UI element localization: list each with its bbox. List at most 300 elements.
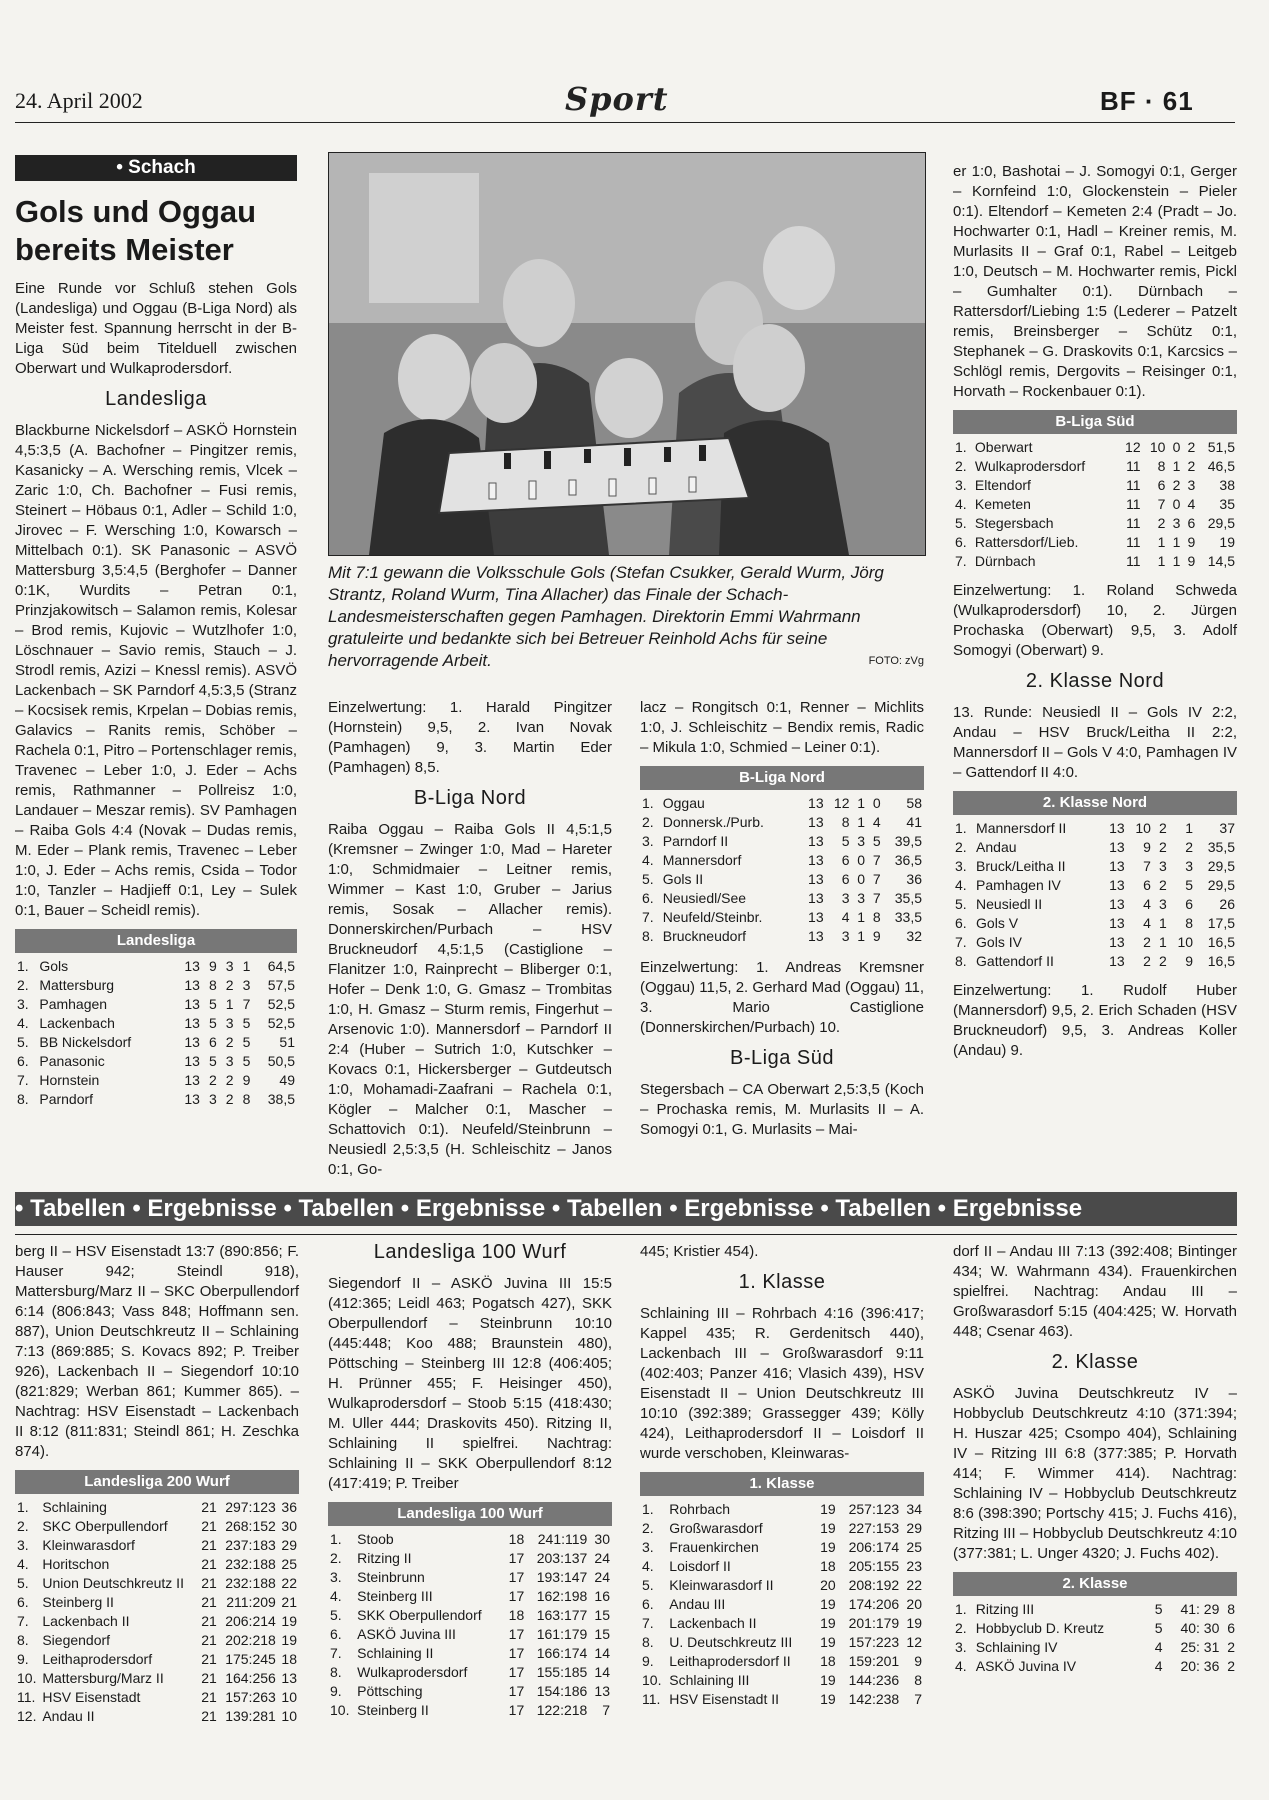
team-name-cell: Leithaprodersdorf II <box>669 1653 791 1669</box>
photo-credit: FOTO: zVg <box>868 655 924 667</box>
table-row <box>640 813 924 832</box>
team-name-cell: Hornstein <box>39 1072 100 1088</box>
table-row <box>15 995 297 1014</box>
table-cell: 2 <box>1158 953 1167 969</box>
table-cell: 8 <box>242 1091 251 1107</box>
table-cell: 41 <box>906 814 922 830</box>
table-cell: 9 <box>242 1072 251 1088</box>
table-cell: 5. <box>17 1575 29 1591</box>
table-cell: 18 <box>281 1651 297 1667</box>
kegeln-results-200: berg II – HSV Eisenstadt 13:7 (890:856; F. Hauser 942; Steindl 918), Mattersburg/Marz II – SKC Oberpullendorf 6:14 (806:843; Vass 848; Hoffmann sen. 887), Union Deutschkreutz II – Schlaining 7:13 (869:885; S. Kovacs 892; P. Treiber 926), Lackenbach II – Siegendorf 10:10 (821:829; Werban 861; Kummer 865). – Nachtrag: HSV Eisenstadt – Lackenbach II 8:12 (811:831; Steindl 861; H. Zeschka 874). <box>15 1243 299 1460</box>
team-name-cell: Pöttsching <box>357 1683 423 1699</box>
table-cell: 5 <box>208 1015 217 1031</box>
table-cell: 52,5 <box>267 1015 295 1031</box>
team-name-cell: Schlaining <box>42 1499 107 1515</box>
table-cell: 5 <box>242 1015 251 1031</box>
table-row <box>15 1555 299 1574</box>
table-row <box>640 1519 924 1538</box>
table-cell: 2. <box>955 1620 967 1636</box>
table-cell: 211:209 <box>226 1594 276 1610</box>
table-cell: 8 <box>872 909 881 925</box>
table-title-landesliga: Landesliga <box>15 929 297 953</box>
table-cell: 3 <box>225 958 234 974</box>
table-cell: 46,5 <box>1207 458 1235 474</box>
table-cell: 163:177 <box>536 1607 588 1623</box>
subheading-b-liga-sued: B-Liga Süd <box>730 1047 834 1069</box>
table-cell: 164:256 <box>225 1670 276 1686</box>
table-cell: 6 <box>1143 877 1151 893</box>
article-headline: Gols und Oggau bereits Meister <box>15 194 257 267</box>
table-cell: 22 <box>906 1577 922 1593</box>
table-cell: 20 <box>820 1577 836 1593</box>
table-row <box>640 832 924 851</box>
team-name-cell: Steinberg III <box>357 1588 433 1604</box>
table-row <box>15 1071 297 1090</box>
table-title-2-klasse: 2. Klasse <box>953 1572 1237 1596</box>
table-cell: 51 <box>279 1034 295 1050</box>
table-cell: 21 <box>201 1556 217 1572</box>
table-cell: 4 <box>1187 496 1196 512</box>
table-cell: 6 <box>841 852 850 868</box>
table-cell: 9 <box>1185 953 1194 969</box>
table-cell: 1 <box>857 795 866 811</box>
table-cell: 13 <box>184 1015 200 1031</box>
table-cell: 7. <box>955 553 967 569</box>
table-cell: 10 <box>1149 439 1166 455</box>
table-cell: 36 <box>281 1499 297 1515</box>
table-cell: 16 <box>594 1588 610 1604</box>
table-title-b-liga-sued: B-Liga Süd <box>953 410 1237 434</box>
table-row <box>953 857 1237 876</box>
table-cell: 1. <box>955 820 967 836</box>
table-cell: 7. <box>642 1615 654 1631</box>
table-row <box>953 457 1237 476</box>
table-row <box>328 1663 612 1682</box>
table-cell: 58 <box>906 795 922 811</box>
table-cell: 25 <box>906 1539 922 1555</box>
einzelwertung-landesliga: Einzelwertung: 1. Harald Pingitzer (Hornstein) 9,5, 2. Ivan Novak (Pamhagen) 9, 3. Martin Eder (Pamhagen) 8,5. <box>328 699 612 776</box>
table-cell: 7 <box>872 871 881 887</box>
table-cell: 35 <box>1219 496 1235 512</box>
header-rule <box>15 122 1235 123</box>
table-cell: 2 <box>1158 877 1167 893</box>
table-cell: 21 <box>201 1689 217 1705</box>
column-landesliga-200-wurf <box>15 1242 299 1726</box>
table-row <box>953 895 1237 914</box>
table-cell: 5 <box>242 1053 251 1069</box>
table-cell: 7 <box>872 852 881 868</box>
table-row <box>328 1530 612 1549</box>
table-cell: 3 <box>1158 858 1167 874</box>
team-name-cell: Neusiedl/See <box>662 890 747 906</box>
team-name-cell: Union Deutschkreutz II <box>42 1575 184 1591</box>
table-cell: 3. <box>955 1639 967 1655</box>
table-cell: 21 <box>201 1632 217 1648</box>
standings-table-200-wurf <box>15 1498 299 1726</box>
table-row <box>15 1517 299 1536</box>
table-cell: 17 <box>508 1645 525 1661</box>
table-cell: 10 <box>1177 934 1194 950</box>
kicker-schach: • Schach <box>15 155 297 181</box>
table-cell: 5 <box>1154 1620 1163 1636</box>
table-cell: 1. <box>17 1499 29 1515</box>
table-cell: 24 <box>594 1569 610 1585</box>
table-cell: 29 <box>281 1537 297 1553</box>
kegeln-results-lead: 445; Kristier 454). <box>640 1243 759 1260</box>
table-cell: 50,5 <box>267 1053 295 1069</box>
table-cell: 6 <box>1227 1620 1235 1636</box>
team-name-cell: Wulkaprodersdorf <box>974 458 1086 474</box>
team-name-cell: Steinberg II <box>357 1702 429 1718</box>
table-cell: 19 <box>820 1501 836 1517</box>
standings-table-landesliga <box>15 957 297 1109</box>
table-title-b-liga-nord: B-Liga Nord <box>640 766 924 790</box>
table-cell: 5 <box>242 1034 251 1050</box>
table-cell: 4 <box>1143 915 1151 931</box>
team-name-cell: Panasonic <box>39 1053 105 1069</box>
table-cell: 5. <box>330 1607 342 1623</box>
table-cell: 9 <box>208 958 217 974</box>
table-cell: 5 <box>208 1053 217 1069</box>
team-name-cell: Eltendorf <box>974 477 1031 493</box>
table-row <box>953 876 1237 895</box>
table-cell: 17 <box>508 1550 525 1566</box>
team-name-cell: Ritzing II <box>357 1550 412 1566</box>
table-cell: 16,5 <box>1207 953 1235 969</box>
table-cell: 232:188 <box>225 1556 276 1572</box>
table-cell: 1 <box>1185 820 1194 836</box>
subheading-b-liga-nord: B-Liga Nord <box>413 787 527 809</box>
table-cell: 6. <box>330 1626 342 1642</box>
table-cell: 21 <box>201 1708 217 1724</box>
team-name-cell: Kleinwarasdorf II <box>669 1577 774 1593</box>
table-cell: 3. <box>17 996 29 1012</box>
table-cell: 2 <box>1158 839 1167 855</box>
table-cell: 2. <box>330 1550 342 1566</box>
team-name-cell: BB Nickelsdorf <box>39 1034 132 1050</box>
table-cell: 122:218 <box>536 1702 588 1718</box>
table-cell: 21 <box>201 1651 217 1667</box>
table-cell: 18 <box>820 1558 836 1574</box>
2-klasse-nord-results: 13. Runde: Neusiedl II – Gols IV 2:2, Andau – HSV Bruck/Leitha II 2:2, Mannersdorf II – Gols V 4:0, Pamhagen IV – Gattendorf II 4:0. <box>953 704 1237 781</box>
table-cell: 13 <box>1109 915 1125 931</box>
team-name-cell: Lackenbach II <box>669 1615 757 1631</box>
team-name-cell: Pamhagen IV <box>976 877 1061 893</box>
table-row <box>640 908 924 927</box>
table-cell: 1 <box>1158 915 1167 931</box>
table-cell: 12. <box>17 1708 37 1724</box>
table-cell: 0 <box>1172 496 1181 512</box>
table-cell: 0 <box>872 795 881 811</box>
table-cell: 237:183 <box>225 1537 276 1553</box>
table-cell: 2 <box>1157 515 1166 531</box>
table-cell: 3 <box>225 1053 234 1069</box>
table-row <box>15 1593 299 1612</box>
table-cell: 18 <box>820 1653 836 1669</box>
table-row <box>640 889 924 908</box>
table-cell: 9 <box>1143 839 1151 855</box>
table-row <box>953 1600 1237 1619</box>
table-row <box>953 495 1237 514</box>
article-intro: Eine Runde vor Schluß stehen Gols (Landesliga) und Oggau (B-Liga Nord) als Meister fest. Spannung herrscht in der B-Liga Süd beim Titelduell zwischen Oberwart und Wulkaprodersdorf. <box>15 280 297 377</box>
table-row <box>15 976 297 995</box>
table-cell: 2. <box>642 814 654 830</box>
table-row <box>15 1014 297 1033</box>
table-cell: 3. <box>955 477 967 493</box>
table-cell: 13 <box>808 852 824 868</box>
table-cell: 2 <box>225 1072 234 1088</box>
team-name-cell: Lackenbach II <box>42 1613 130 1629</box>
caption-text: Mit 7:1 gewann die Volksschule Gols (Stefan Csukker, Gerald Wurm, Jörg Strantz, Roland Wurm, Tina Allacher) das Finale der Schach-Landesmeisterschaften gegen Pamhagen. Direktorin Emmi Wahrmann gratuleirte und bedankte sich bei Betreuer Reinhold Achs für seine hervorragende Arbeit. <box>328 563 884 670</box>
table-cell: 20: 36 <box>1180 1658 1220 1674</box>
table-cell: 26 <box>1219 896 1235 912</box>
table-title-100-wurf: Landesliga 100 Wurf <box>328 1502 612 1526</box>
table-cell: 49 <box>279 1072 295 1088</box>
table-cell: 3. <box>330 1569 342 1585</box>
table-cell: 12 <box>1125 439 1141 455</box>
table-cell: 16,5 <box>1207 934 1235 950</box>
table-cell: 3 <box>841 928 850 944</box>
table-row <box>953 819 1237 838</box>
table-cell: 19 <box>281 1613 297 1629</box>
table-cell: 6. <box>955 534 967 550</box>
table-row <box>328 1701 612 1720</box>
standings-table-b-liga-sued <box>953 438 1237 571</box>
table-row <box>15 1650 299 1669</box>
table-row <box>953 552 1237 571</box>
team-name-cell: Loisdorf II <box>669 1558 731 1574</box>
table-cell: 174:206 <box>848 1596 900 1612</box>
table-cell: 3 <box>1187 477 1196 493</box>
subheading-1-klasse: 1. Klasse <box>738 1271 826 1293</box>
table-cell: 0 <box>857 871 866 887</box>
table-cell: 2 <box>208 1072 217 1088</box>
table-cell: 241:119 <box>537 1531 588 1547</box>
table-cell: 10. <box>642 1672 662 1688</box>
column-b-liga-nord <box>328 698 612 1180</box>
standings-table-2-klasse-nord <box>953 819 1237 971</box>
b-liga-nord-results-cont: lacz – Rongitsch 0:1, Renner – Michlits 1:0, J. Schleischitz – Bendix remis, Radic – Mikula 1:0, Schmied – Leiner 0:1). <box>640 699 924 756</box>
team-name-cell: Gols V <box>976 915 1019 931</box>
table-row <box>953 933 1237 952</box>
table-row <box>953 438 1237 457</box>
table-row <box>640 1690 924 1709</box>
subheading-2-klasse: 2. Klasse <box>1051 1351 1139 1373</box>
table-cell: 18 <box>508 1531 525 1547</box>
table-cell: 11 <box>1126 496 1141 512</box>
table-cell: 1 <box>857 928 866 944</box>
table-cell: 40: 30 <box>1180 1620 1220 1636</box>
table-cell: 6 <box>1157 477 1166 493</box>
table-cell: 1. <box>642 795 654 811</box>
table-cell: 8. <box>955 953 967 969</box>
standings-table-100-wurf <box>328 1530 612 1720</box>
table-cell: 9 <box>872 928 881 944</box>
table-cell: 25: 31 <box>1180 1639 1220 1655</box>
table-cell: 2 <box>1158 820 1167 836</box>
table-cell: 3 <box>857 890 866 906</box>
table-cell: 161:179 <box>536 1626 588 1642</box>
team-name-cell: Gattendorf II <box>976 953 1054 969</box>
table-cell: 1 <box>857 814 866 830</box>
team-name-cell: Andau III <box>669 1596 726 1612</box>
table-row <box>328 1587 612 1606</box>
team-name-cell: Neusiedl II <box>976 896 1043 912</box>
team-name-cell: Kleinwarasdorf <box>42 1537 135 1553</box>
table-cell: 41: 29 <box>1180 1601 1220 1617</box>
team-name-cell: Mattersburg <box>39 977 115 993</box>
table-cell: 4. <box>17 1556 29 1572</box>
table-cell: 13 <box>808 909 824 925</box>
table-cell: 4 <box>872 814 881 830</box>
table-cell: 1 <box>1172 553 1181 569</box>
einzelwertung-b-liga-sued: Einzelwertung: 1. Roland Schweda (Wulkaprodersdorf) 10, 2. Jürgen Prochaska (Oberwart) 9,5, 3. Adolf Somogyi (Oberwart) 9. <box>953 582 1237 659</box>
table-cell: 13 <box>594 1683 610 1699</box>
table-cell: 2 <box>225 1034 234 1050</box>
table-row <box>328 1644 612 1663</box>
table-cell: 6. <box>642 1596 654 1612</box>
table-cell: 257:123 <box>848 1501 900 1517</box>
team-name-cell: Oberwart <box>974 439 1033 455</box>
table-cell: 3 <box>1158 896 1167 912</box>
table-cell: 19 <box>820 1596 836 1612</box>
table-cell: 13 <box>1109 877 1125 893</box>
kegeln-results-1-klasse-cont: dorf II – Andau III 7:13 (392:408; Bintinger 434; W. Wahrmann 434). Frauenkirchen spielfrei. Nachtrag: Andau III – Großwarasdorf 5:15 (404:425; W. Horvath 448; Csenar 463). <box>953 1243 1237 1340</box>
table-row <box>640 1652 924 1671</box>
standings-table-b-liga-nord <box>640 794 924 946</box>
team-name-cell: U. Deutschkreutz III <box>669 1634 793 1650</box>
b-liga-sued-results-cont: er 1:0, Bashotai – J. Somogyi 0:1, Gerger – Kornfeind 1:0, Glockenstein – Pieler 0:1). Eltendorf – Kemeten 2:4 (Pradt – Jo. Hochwarter 0:1, Hadl – Kreiner remis, M. Murlasits II – Graf 0:1, Rabel – Leitgeb 1:0, Deutsch – M. Hochwarter remis, Pickl – Gumhalter 0:1). Dürnbach – Rattersdorf/Liebing 1:5 (Lederer – Patzelt remis, Breinsberger – Schütz 0:1, Stephanek – G. Draskovits 0:1, Karcsics – Schlögl remis, Dergovits – Reisinger 0:1, Horvath – Rockenbauer 0:1). <box>953 163 1237 400</box>
team-name-cell: Pamhagen <box>39 996 108 1012</box>
table-row <box>328 1568 612 1587</box>
table-title-1-klasse: 1. Klasse <box>640 1472 924 1496</box>
table-cell: 17 <box>508 1588 525 1604</box>
team-name-cell: Wulkaprodersdorf <box>357 1664 468 1680</box>
table-cell: 19 <box>906 1615 922 1631</box>
team-name-cell: Gols II <box>662 871 704 887</box>
table-cell: 1 <box>1157 534 1166 550</box>
table-cell: 19 <box>820 1520 836 1536</box>
table-cell: 13 <box>184 977 200 993</box>
team-name-cell: HSV Eisenstadt II <box>669 1691 779 1707</box>
team-name-cell: Parndorf <box>39 1091 94 1107</box>
table-row <box>15 957 297 976</box>
table-cell: 208:192 <box>848 1577 900 1593</box>
team-name-cell: Horitschon <box>42 1556 110 1572</box>
table-cell: 155:185 <box>536 1664 588 1680</box>
table-cell: 1. <box>17 958 29 974</box>
table-cell: 1. <box>955 439 967 455</box>
table-row <box>640 851 924 870</box>
subheading-landesliga: Landesliga <box>105 388 207 410</box>
table-cell: 29,5 <box>1207 877 1235 893</box>
table-cell: 14 <box>594 1645 610 1661</box>
table-row <box>328 1625 612 1644</box>
table-cell: 5. <box>642 871 654 887</box>
table-cell: 13 <box>808 833 824 849</box>
table-cell: 6. <box>17 1053 29 1069</box>
table-cell: 3 <box>208 1091 217 1107</box>
table-cell: 13 <box>808 814 824 830</box>
table-cell: 2 <box>1143 934 1151 950</box>
table-cell: 6. <box>642 890 654 906</box>
table-cell: 4. <box>330 1588 342 1604</box>
table-cell: 2. <box>955 458 967 474</box>
team-name-cell: ASKÖ Juvina IV <box>975 1658 1077 1674</box>
table-cell: 1 <box>1172 534 1181 550</box>
table-cell: 14,5 <box>1207 553 1235 569</box>
table-cell: 1 <box>242 958 251 974</box>
table-cell: 25 <box>281 1556 297 1572</box>
team-name-cell: Neufeld/Steinbr. <box>662 909 763 925</box>
subheading-landesliga-100: Landesliga 100 Wurf <box>373 1241 567 1263</box>
table-cell: 35,5 <box>1207 839 1235 855</box>
table-cell: 4 <box>1154 1639 1163 1655</box>
table-row <box>640 927 924 946</box>
table-cell: 205:155 <box>848 1558 900 1574</box>
table-cell: 5. <box>955 515 967 531</box>
table-cell: 157:263 <box>225 1689 276 1705</box>
team-name-cell: Mattersburg/Marz II <box>42 1670 164 1686</box>
table-cell: 10. <box>330 1702 350 1718</box>
section-title: Sport <box>565 80 669 118</box>
table-cell: 206:214 <box>225 1613 276 1629</box>
table-cell: 297:123 <box>225 1499 276 1515</box>
table-cell: 38 <box>1219 477 1235 493</box>
table-cell: 13 <box>184 1053 200 1069</box>
table-row <box>640 1595 924 1614</box>
table-row <box>15 1574 299 1593</box>
table-cell: 39,5 <box>894 833 922 849</box>
table-cell: 159:201 <box>848 1653 900 1669</box>
subheading-2-klasse-nord: 2. Klasse Nord <box>1025 670 1165 692</box>
table-row <box>15 1688 299 1707</box>
table-row <box>328 1606 612 1625</box>
table-cell: 21 <box>281 1594 297 1610</box>
table-cell: 7 <box>602 1702 610 1718</box>
team-name-cell: Rattersdorf/Lieb. <box>974 534 1079 550</box>
table-cell: 268:152 <box>225 1518 276 1534</box>
table-cell: 23 <box>906 1558 922 1574</box>
table-row <box>15 1669 299 1688</box>
table-cell: 11 <box>1126 515 1141 531</box>
table-cell: 15 <box>594 1607 610 1623</box>
table-row <box>15 1536 299 1555</box>
table-cell: 11. <box>17 1689 36 1705</box>
table-cell: 14 <box>594 1664 610 1680</box>
table-cell: 21 <box>201 1499 217 1515</box>
team-name-cell: Leithaprodersdorf <box>42 1651 153 1667</box>
table-cell: 9. <box>330 1683 342 1699</box>
table-row <box>640 1557 924 1576</box>
table-cell: 19 <box>820 1691 836 1707</box>
table-cell: 5 <box>1185 877 1194 893</box>
team-name-cell: Siegendorf <box>42 1632 111 1648</box>
table-cell: 15 <box>594 1626 610 1642</box>
table-cell: 201:179 <box>848 1615 900 1631</box>
photo-image <box>329 153 925 555</box>
team-name-cell: Oggau <box>662 795 705 811</box>
table-cell: 29,5 <box>1207 858 1235 874</box>
column-1-klasse <box>640 1242 924 1709</box>
table-cell: 13 <box>1109 953 1125 969</box>
table-cell: 1. <box>642 1501 654 1517</box>
team-name-cell: Mannersdorf <box>662 852 742 868</box>
team-name-cell: Stegersbach <box>974 515 1054 531</box>
team-name-cell: Andau <box>976 839 1017 855</box>
table-cell: 3 <box>1185 858 1194 874</box>
table-cell: 154:186 <box>536 1683 588 1699</box>
